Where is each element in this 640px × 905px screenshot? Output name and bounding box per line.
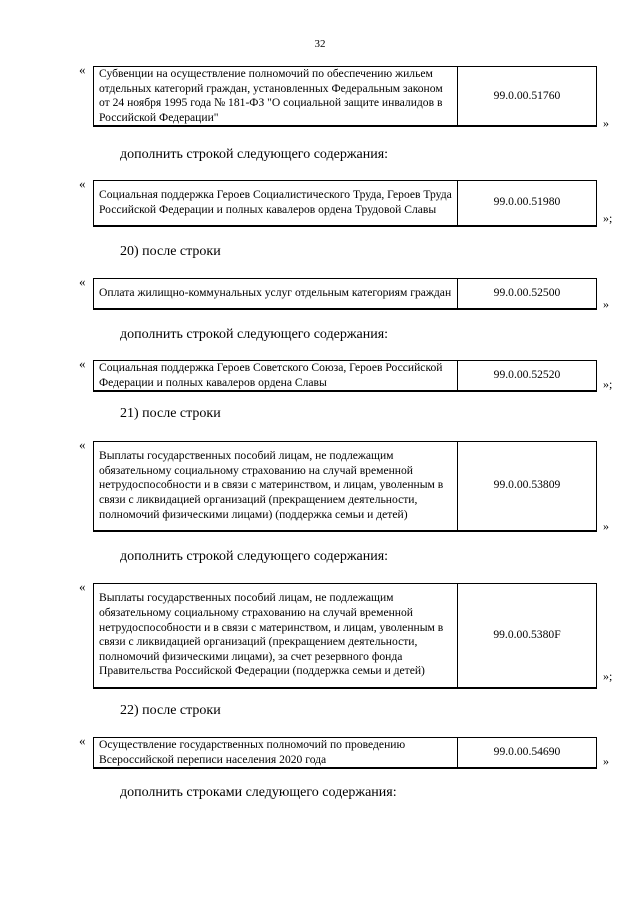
- expense-name: Выплаты государственных пособий лицам, не подлежащим обязательному социальному страхованию на случай временной нетрудоспособности и в связи с материнством, и лицам, уволенным в связи с ликвидацией организаций (прекращением деятельности, полномочий физическими лицами), за счет резервного фонда Правительства Российской Федерации (поддержка семьи и детей): [94, 584, 458, 688]
- budget-table: [93, 278, 597, 310]
- opening-quote: «: [79, 733, 86, 748]
- closing-quote: »;: [603, 377, 613, 391]
- expense-code: 99.0.00.51980: [458, 181, 597, 226]
- item-heading: 20) после строки: [120, 244, 221, 259]
- expense-name: Выплаты государственных пособий лицам, не подлежащим обязательному социальному страхованию на случай временной нетрудоспособности и в связи с материнством, и лицам, уволенным в связи с ликвидацией организаций (прекращением деятельности, полномочий физическими лицами) (поддержка семьи и детей): [94, 442, 458, 531]
- opening-quote: «: [79, 176, 86, 191]
- budget-table: [93, 441, 597, 532]
- expense-code: 99.0.00.53809: [458, 442, 597, 531]
- closing-quote: »;: [603, 669, 613, 683]
- instruction-text: дополнить строкой следующего содержания:: [120, 147, 389, 162]
- expense-code: 99.0.00.52520: [458, 361, 597, 392]
- budget-table: [93, 180, 597, 227]
- expense-code: 99.0.00.54690: [458, 738, 597, 769]
- item-heading: 22) после строки: [120, 703, 221, 718]
- expense-name: Субвенции на осуществление полномочий по обеспечению жильем отдельных категорий граждан, установленных Федеральным законом от 24 ноября 1995 года № 181-ФЗ "О социальной защите инвалидов в Российской Федерации": [94, 67, 458, 127]
- expense-code: 99.0.00.51760: [458, 67, 597, 127]
- expense-code: 99.0.00.5380F: [458, 584, 597, 688]
- closing-quote: »: [603, 754, 609, 768]
- closing-quote: »: [603, 297, 609, 311]
- budget-table: [93, 583, 597, 689]
- closing-quote: »;: [603, 211, 613, 225]
- expense-name: Социальная поддержка Героев Советского Союза, Героев Российской Федерации и полных кавалеров ордена Славы: [94, 361, 458, 392]
- closing-quote: »: [603, 116, 609, 130]
- expense-name: Оплата жилищно-коммунальных услуг отдельным категориям граждан: [94, 279, 458, 309]
- instruction-text: дополнить строкой следующего содержания:: [120, 327, 389, 342]
- opening-quote: «: [79, 274, 86, 289]
- opening-quote: «: [79, 356, 86, 371]
- expense-name: Социальная поддержка Героев Социалистического Труда, Героев Труда Российской Федерации и полных кавалеров ордена Трудовой Славы: [94, 181, 458, 226]
- opening-quote: «: [79, 579, 86, 594]
- budget-table: [93, 360, 597, 392]
- opening-quote: «: [79, 437, 86, 452]
- item-heading: 21) после строки: [120, 406, 221, 421]
- opening-quote: «: [79, 62, 86, 77]
- page-number: 32: [314, 38, 326, 50]
- expense-name: Осуществление государственных полномочий по проведению Всероссийской переписи населения 2020 года: [94, 738, 458, 769]
- closing-quote: »: [603, 519, 609, 533]
- budget-table: [93, 66, 597, 127]
- instruction-text: дополнить строкой следующего содержания:: [120, 549, 389, 564]
- expense-code: 99.0.00.52500: [458, 279, 597, 309]
- budget-table: [93, 737, 597, 769]
- instruction-text: дополнить строками следующего содержания:: [120, 785, 397, 800]
